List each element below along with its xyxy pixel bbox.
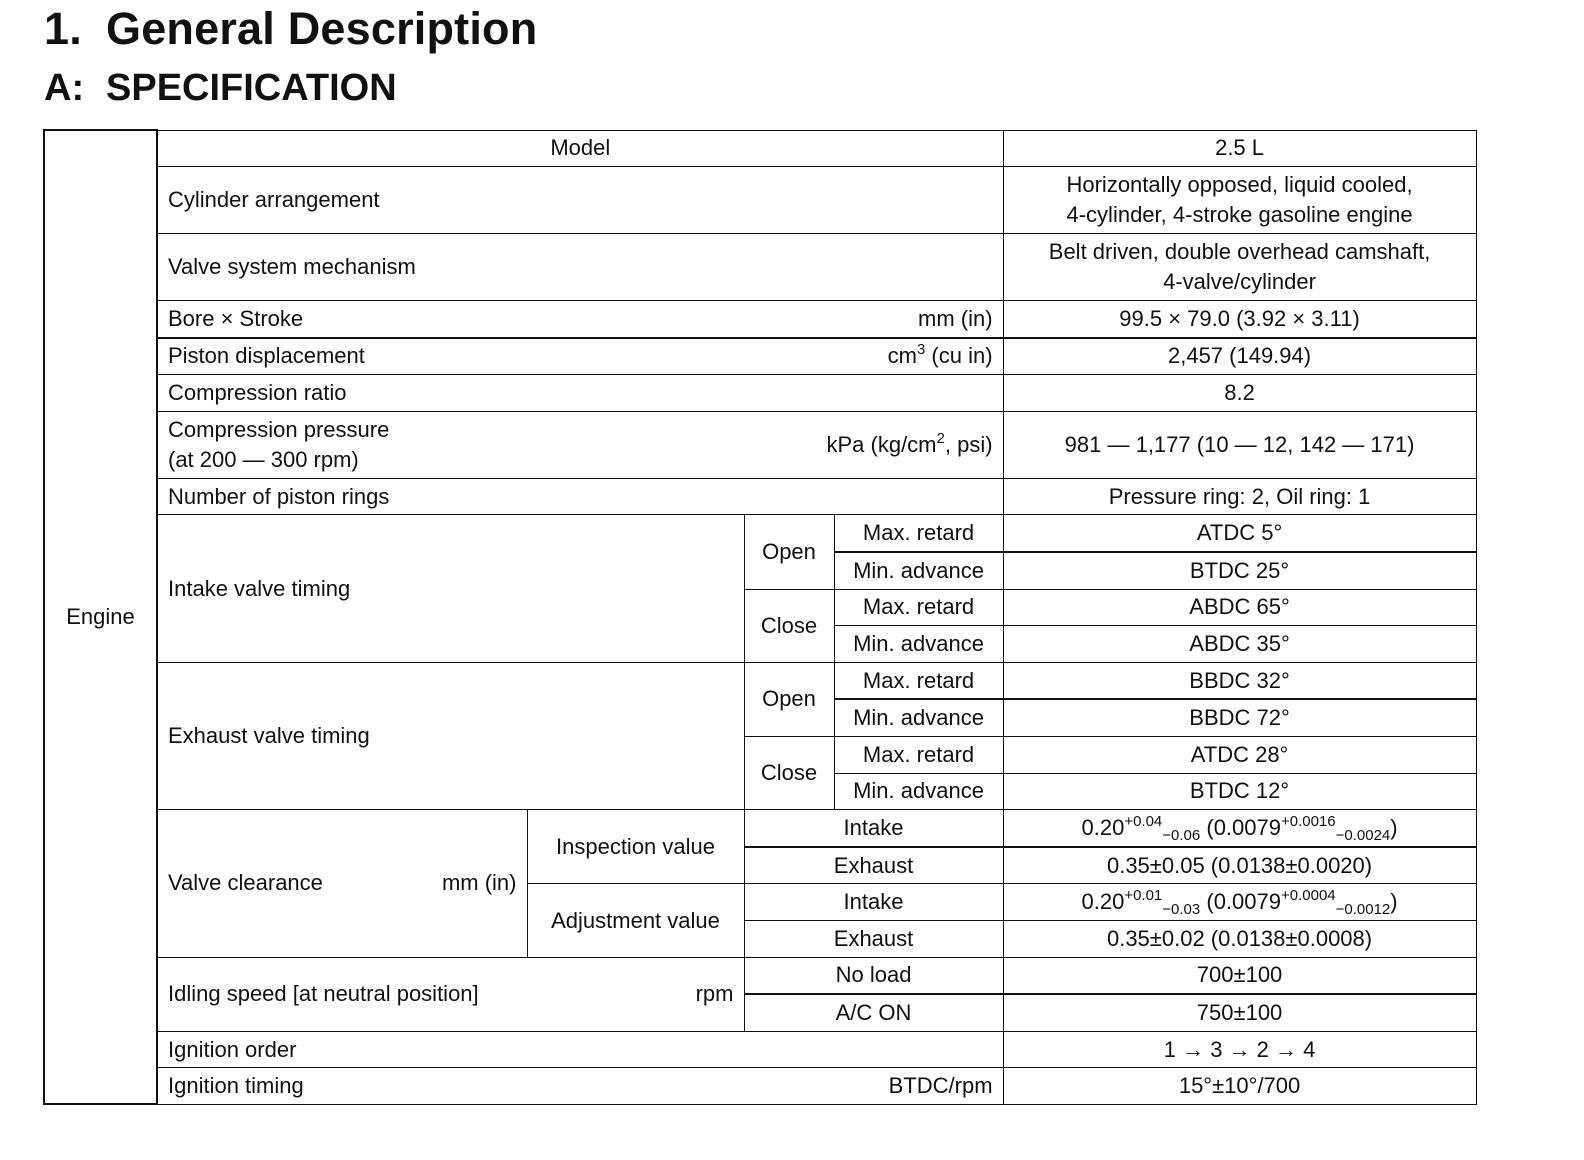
no-load-label: No load: [744, 957, 1003, 994]
row-model: [44, 130, 1476, 167]
exhaust-open-min-value: BBDC 72°: [1003, 699, 1476, 736]
displacement-value: 2,457 (149.94): [1003, 338, 1476, 375]
adj-intake-value: $0.20^{+0.01}_{-0.03}$ $(0.0079^{+0.0004}_{-0.0012})$: [1003, 884, 1476, 921]
subsection-heading: [44, 68, 397, 108]
intake-close-min-label: Min. advance: [834, 626, 1003, 663]
row-bore-stroke: [44, 301, 1476, 338]
exhaust-close-max-label: Max. retard: [834, 737, 1003, 774]
ignition-timing-value: 15°±10°/700: [1003, 1068, 1476, 1105]
inspection-value-label: Inspection value: [527, 810, 744, 884]
row-idling-no-load: [44, 957, 1476, 994]
row-valve-system: [44, 234, 1476, 301]
bore-stroke-label: Bore × Stroke: [168, 305, 304, 331]
row-exhaust-open-max: [44, 662, 1476, 699]
intake-open-label: Open: [744, 515, 834, 589]
exhaust-close-max-value: ATDC 28°: [1003, 737, 1476, 774]
ignition-timing-cell: [157, 1068, 1003, 1105]
piston-rings-label: Number of piston rings: [157, 478, 1003, 515]
ac-on-value: 750±100: [1003, 994, 1476, 1031]
row-intake-open-max: [44, 515, 1476, 552]
compression-ratio-value: 8.2: [1003, 375, 1476, 412]
model-label: Model: [157, 130, 1003, 167]
row-piston-rings: [44, 478, 1476, 515]
bore-stroke-cell: [157, 301, 1003, 338]
compression-pressure-unit: kPa ($kg/cm^2$, psi): [826, 429, 993, 457]
valve-system-label: Valve system mechanism: [157, 234, 1003, 301]
compression-ratio-label: Compression ratio: [157, 375, 1003, 412]
exhaust-open-max-label: Max. retard: [834, 662, 1003, 699]
cylinder-arrangement-value-line2: 4-cylinder, 4-stroke gasoline engine: [1066, 202, 1413, 228]
ignition-timing-unit: BTDC/rpm: [888, 1073, 993, 1099]
compression-pressure-cell: [157, 411, 1003, 478]
ignition-timing-label: Ignition timing: [168, 1073, 304, 1099]
specification-table: [43, 129, 1477, 1105]
insp-exhaust-value: 0.35±0.05 (0.0138±0.0020): [1003, 847, 1476, 884]
valve-system-value-line1: Belt driven, double overhead camshaft,: [1048, 239, 1431, 265]
intake-open-min-value: BTDC 25°: [1003, 552, 1476, 589]
exhaust-close-min-label: Min. advance: [834, 773, 1003, 810]
intake-close-max-value: ABDC 65°: [1003, 589, 1476, 626]
intake-open-max-label: Max. retard: [834, 515, 1003, 552]
section-heading: [44, 3, 538, 54]
intake-timing-label: Intake valve timing: [157, 515, 744, 662]
cylinder-arrangement-value: [1003, 167, 1476, 234]
adjustment-value-label: Adjustment value: [527, 884, 744, 957]
no-load-value: 700±100: [1003, 957, 1476, 994]
row-cylinder-arrangement: [44, 167, 1476, 234]
subsection-letter: A:: [44, 67, 85, 109]
insp-intake-label: Intake: [744, 810, 1003, 847]
model-value: 2.5 L: [1003, 130, 1476, 167]
adj-intake-label: Intake: [744, 884, 1003, 921]
section-number: 1.: [44, 3, 82, 54]
bore-stroke-unit: mm (in): [918, 305, 993, 331]
valve-system-value: [1003, 234, 1476, 301]
row-ignition-order: [44, 1031, 1476, 1068]
row-clearance-insp-intake: [44, 810, 1476, 847]
intake-open-max-value: ATDC 5°: [1003, 515, 1476, 552]
compression-pressure-label: Compression pressure (at 200 — 300 rpm): [168, 416, 390, 472]
section-title: General Description: [106, 3, 538, 54]
valve-system-value-line2: 4-valve/cylinder: [1163, 269, 1316, 295]
exhaust-close-label: Close: [744, 737, 834, 810]
displacement-cell: [157, 338, 1003, 375]
compression-pressure-value: 981 — 1,177 (10 — 12, 142 — 171): [1003, 411, 1476, 478]
exhaust-open-label: Open: [744, 662, 834, 736]
idling-speed-unit: rpm: [695, 981, 734, 1007]
displacement-label: Piston displacement: [168, 343, 365, 369]
cylinder-arrangement-value-line1: Horizontally opposed, liquid cooled,: [1066, 172, 1413, 198]
intake-close-min-value: ABDC 35°: [1003, 626, 1476, 663]
subsection-title: SPECIFICATION: [106, 67, 397, 109]
insp-intake-value: $0.20^{+0.04}_{-0.06}$ $(0.0079^{+0.0016}_{-0.0024})$: [1003, 810, 1476, 847]
group-label-engine: Engine: [44, 130, 157, 1104]
intake-close-label: Close: [744, 589, 834, 662]
adj-exhaust-label: Exhaust: [744, 921, 1003, 958]
intake-open-min-label: Min. advance: [834, 552, 1003, 589]
displacement-unit: $cm^3$ (cu in): [887, 341, 993, 369]
adj-exhaust-value: 0.35±0.02 (0.0138±0.0008): [1003, 921, 1476, 958]
intake-close-max-label: Max. retard: [834, 589, 1003, 626]
valve-clearance-cell: [157, 810, 527, 957]
ac-on-label: A/C ON: [744, 994, 1003, 1031]
insp-exhaust-label: Exhaust: [744, 847, 1003, 884]
exhaust-close-min-value: BTDC 12°: [1003, 773, 1476, 810]
ignition-order-value: 1 → 3 → 2 → 4: [1003, 1031, 1476, 1068]
piston-rings-value: Pressure ring: 2, Oil ring: 1: [1003, 478, 1476, 515]
exhaust-open-max-value: BBDC 32°: [1003, 662, 1476, 699]
idling-speed-label: Idling speed [at neutral position]: [168, 981, 479, 1007]
row-compression-ratio: [44, 375, 1476, 412]
row-compression-pressure: [44, 411, 1476, 478]
bore-stroke-value: 99.5 × 79.0 (3.92 × 3.11): [1003, 301, 1476, 338]
exhaust-timing-label: Exhaust valve timing: [157, 662, 744, 809]
valve-clearance-unit: mm (in): [441, 870, 517, 896]
exhaust-open-min-label: Min. advance: [834, 699, 1003, 736]
idling-speed-cell: [157, 957, 744, 1031]
row-displacement: [44, 338, 1476, 375]
cylinder-arrangement-label: Cylinder arrangement: [157, 167, 1003, 234]
valve-clearance-label: Valve clearance: [168, 870, 323, 896]
ignition-order-label: Ignition order: [157, 1031, 1003, 1068]
row-ignition-timing: [44, 1068, 1476, 1105]
